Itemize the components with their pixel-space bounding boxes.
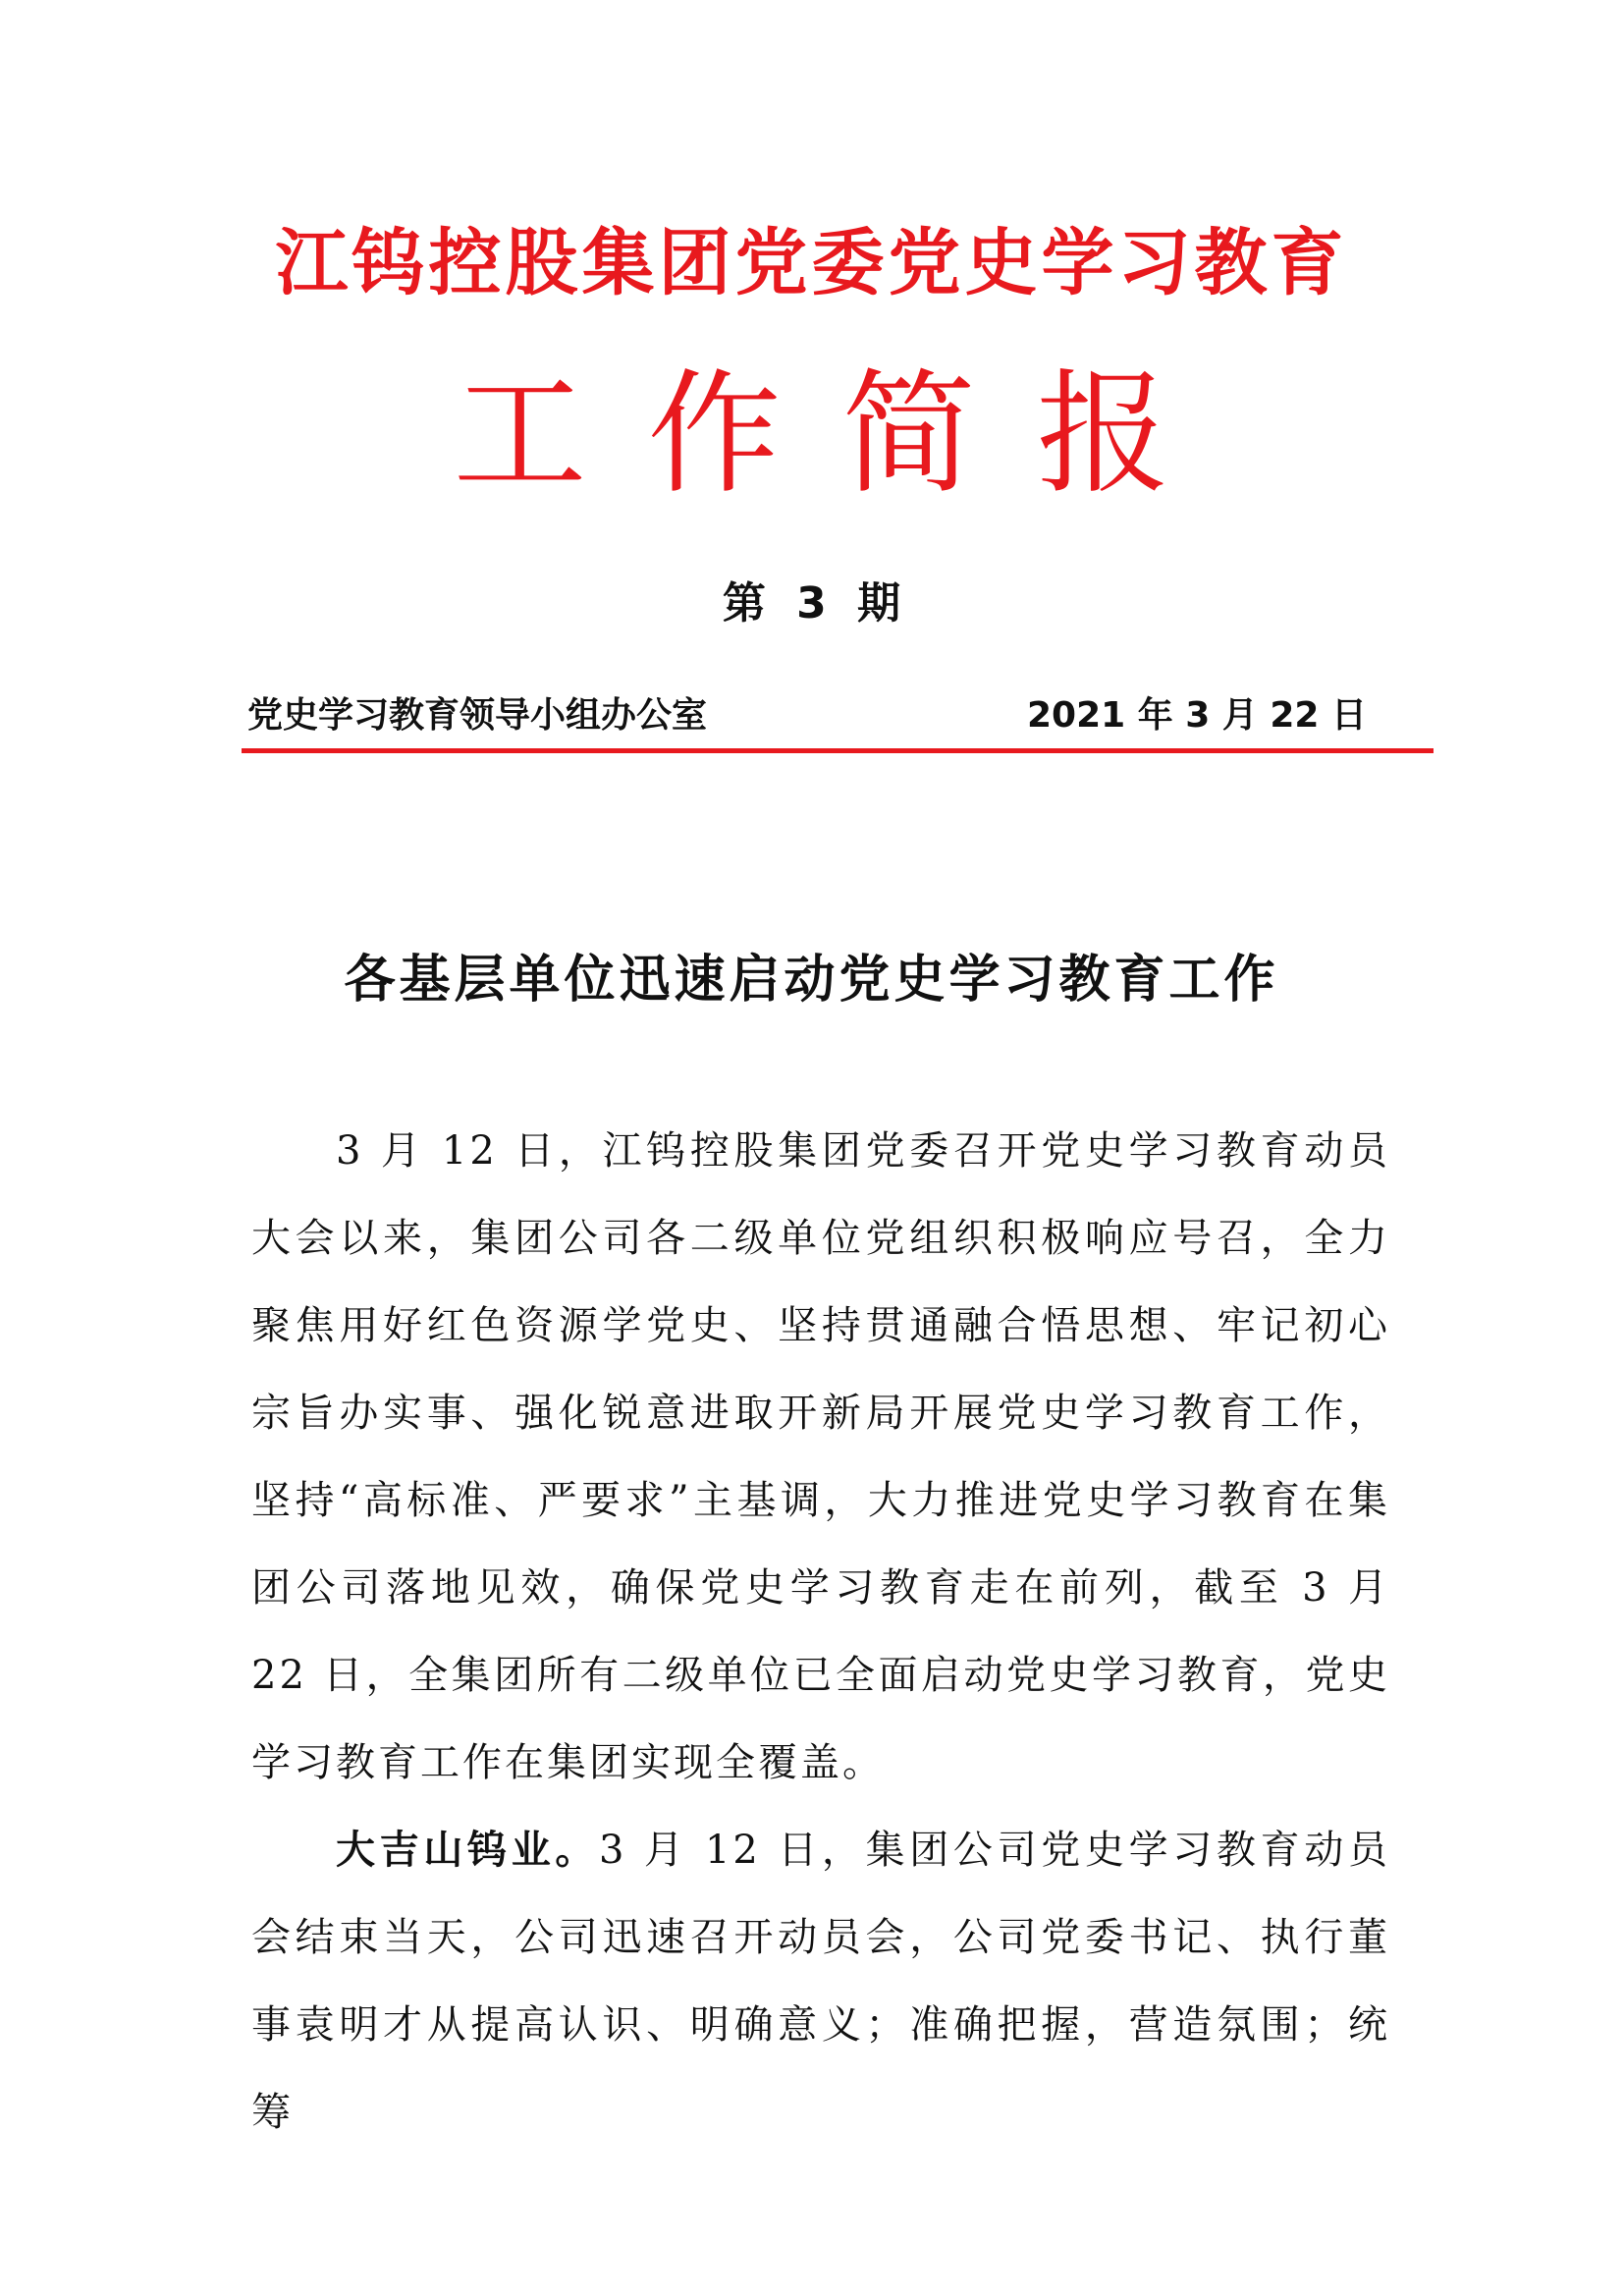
paragraph-lead: 大吉山钨业。 — [336, 1828, 600, 1873]
paragraph-text: 3 月 12 日，集团公司党史学习教育动员会结束当天，公司迅速召开动员会，公司党委书记、执行董事袁明才从提高认识、明确意义；准确把握，营造氛围；统筹 — [251, 1828, 1390, 2135]
paragraph — [251, 1807, 1390, 2157]
issuing-office: 党史学习教育领导小组办公室 — [247, 695, 708, 736]
issue-number: 第 3 期 — [722, 578, 901, 629]
paragraph — [251, 1108, 1390, 1807]
article-title: 各基层单位迅速启动党史学习教育工作 — [344, 951, 1279, 1010]
issuer-date-row — [247, 685, 1379, 746]
article-body — [251, 1108, 1390, 2157]
paragraph-text: 3 月 12 日，江钨控股集团党委召开党史学习教育动员大会以来，集团公司各二级单位党组织积极响应号召，全力聚焦用好红色资源学党史、坚持贯通融合悟思想、牢记初心宗旨办实事、强化锐意进取开新局开展党史学习教育工作，坚持“高标准、严要求”主基调，大力推进党史学习教育在集团公司落地见效，确保党史学习教育走在前列，截至 3 月 22 日，全集团所有二级单位已全面启动党史学习教育，党史学习教育工作在集团实现全覆盖。 — [251, 1128, 1390, 1785]
masthead-org-title: 江钨控股集团党委党史学习教育 — [275, 221, 1348, 305]
red-divider-rule — [242, 748, 1434, 753]
issue-date: 2021 年 3 月 22 日 — [1026, 695, 1367, 736]
masthead-bulletin-title: 工作简报 — [453, 357, 1231, 513]
